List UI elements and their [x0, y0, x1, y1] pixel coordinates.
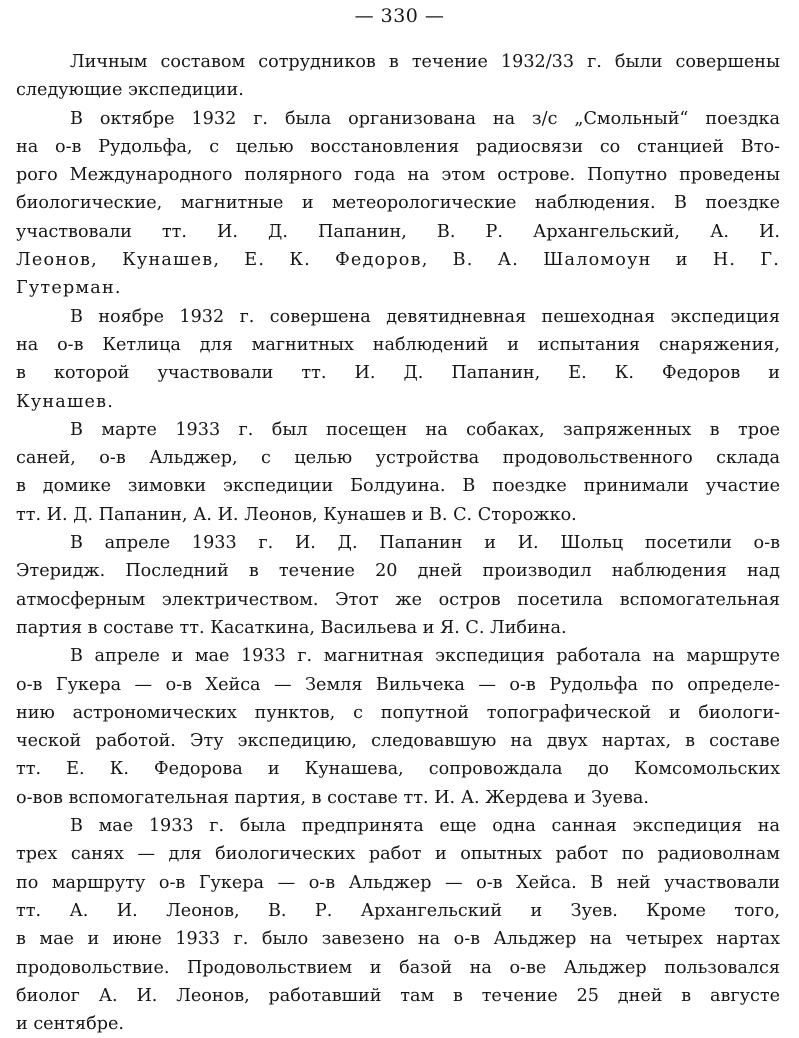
text-line: В ноябре 1932 г. совершена девятидневная пешеходная экспедиция: [70, 306, 780, 327]
text-line: на о-в Рудольфа, с целью восстановления радиосвязи со станцией Вто-: [16, 136, 780, 157]
text-line: ческой работой. Эту экспедицию, следовавшую на двух нартах, в составе: [16, 731, 780, 752]
text-line: рого Международного полярного года на этом острове. Попутно проведены: [16, 165, 780, 186]
text-line: биолог А. И. Леонов, работавший там в течение 25 дней в августе: [16, 985, 780, 1006]
text-line: Личным составом сотрудников в течение 1932/33 г. были совершены: [70, 52, 780, 72]
body-text: [16, 48, 780, 1038]
text-line: В марте 1933 г. был посещен на собаках, запряженных в трое: [70, 419, 780, 440]
text-line: в мае и июне 1933 г. было завезено на о-в Альджер на четырех нартах: [16, 929, 780, 950]
text-line: В апреле и мае 1933 г. магнитная экспедиция работала на маршруте: [70, 646, 780, 667]
text-line: Кунашев.: [16, 391, 115, 412]
text-line: по маршруту о-в Гукера — о-в Альджер — о-в Хейса. В ней участвовали: [16, 872, 780, 893]
text-line: Этеридж. Последний в течение 20 дней производил наблюдения над: [16, 561, 780, 582]
text-line: в домике зимовки экспедиции Болдуина. В поездке принимали участие: [16, 476, 780, 497]
text-line: нию астрономических пунктов, с попутной топографической и биологи-: [16, 702, 780, 723]
text-line: атмосферным электричеством. Этот же остров посетила вспомогательная: [16, 589, 780, 610]
text-line: о-вов вспомогательная партия, в составе тт. И. А. Жердева и Зуева.: [16, 787, 649, 808]
text-line: В апреле 1933 г. И. Д. Папанин и И. Шольц посетили о-в: [70, 533, 780, 554]
text-line: участвовали тт. И. Д. Папанин, В. Р. Архангельский, А. И.: [16, 221, 780, 242]
text-line: следующие экспедиции.: [16, 80, 244, 101]
text-line: В октябре 1932 г. была организована на з/с „Смольный“ поездка: [70, 108, 780, 129]
text-line: трех санях — для биологических работ и опытных работ по радиоволнам: [16, 844, 780, 865]
text-line: и сентябре.: [16, 1014, 125, 1035]
text-line: в которой участвовали тт. И. Д. Папанин, Е. К. Федоров и: [16, 363, 780, 384]
text-line: тт. Е. К. Федорова и Кунашева, сопровождала до Комсомольских: [16, 759, 780, 780]
text-line: о-в Гукера — о-в Хейса — Земля Вильчека — о-в Рудольфа по определе-: [16, 674, 780, 695]
text-line: Леонов, Кунашев, Е. К. Федоров, В. А. Шаломоун и Н. Г.: [16, 250, 780, 271]
text-line: Гутерман.: [16, 278, 122, 299]
page-number: — 330 —: [354, 5, 445, 27]
text-line: В мае 1933 г. была предпринята еще одна санная экспедиция на: [70, 816, 780, 837]
text-line: тт. И. Д. Папанин, А. И. Леонов, Кунашев и В. С. Сторожко.: [16, 504, 577, 525]
text-line: тт. А. И. Леонов, В. Р. Архангельский и Зуев. Кроме того,: [16, 900, 780, 921]
text-line: партия в составе тт. Касаткина, Васильева и Я. С. Либина.: [16, 617, 567, 638]
text-line: биологические, магнитные и метеорологические наблюдения. В поездке: [16, 193, 780, 214]
text-line: на о-в Кетлица для магнитных наблюдений и испытания снаряжения,: [16, 334, 780, 355]
text-line: продовольствие. Продовольствием и базой на о-ве Альджер пользовался: [16, 957, 780, 978]
text-line: саней, о-в Альджер, с целью устройства продовольственного склада: [16, 448, 780, 469]
